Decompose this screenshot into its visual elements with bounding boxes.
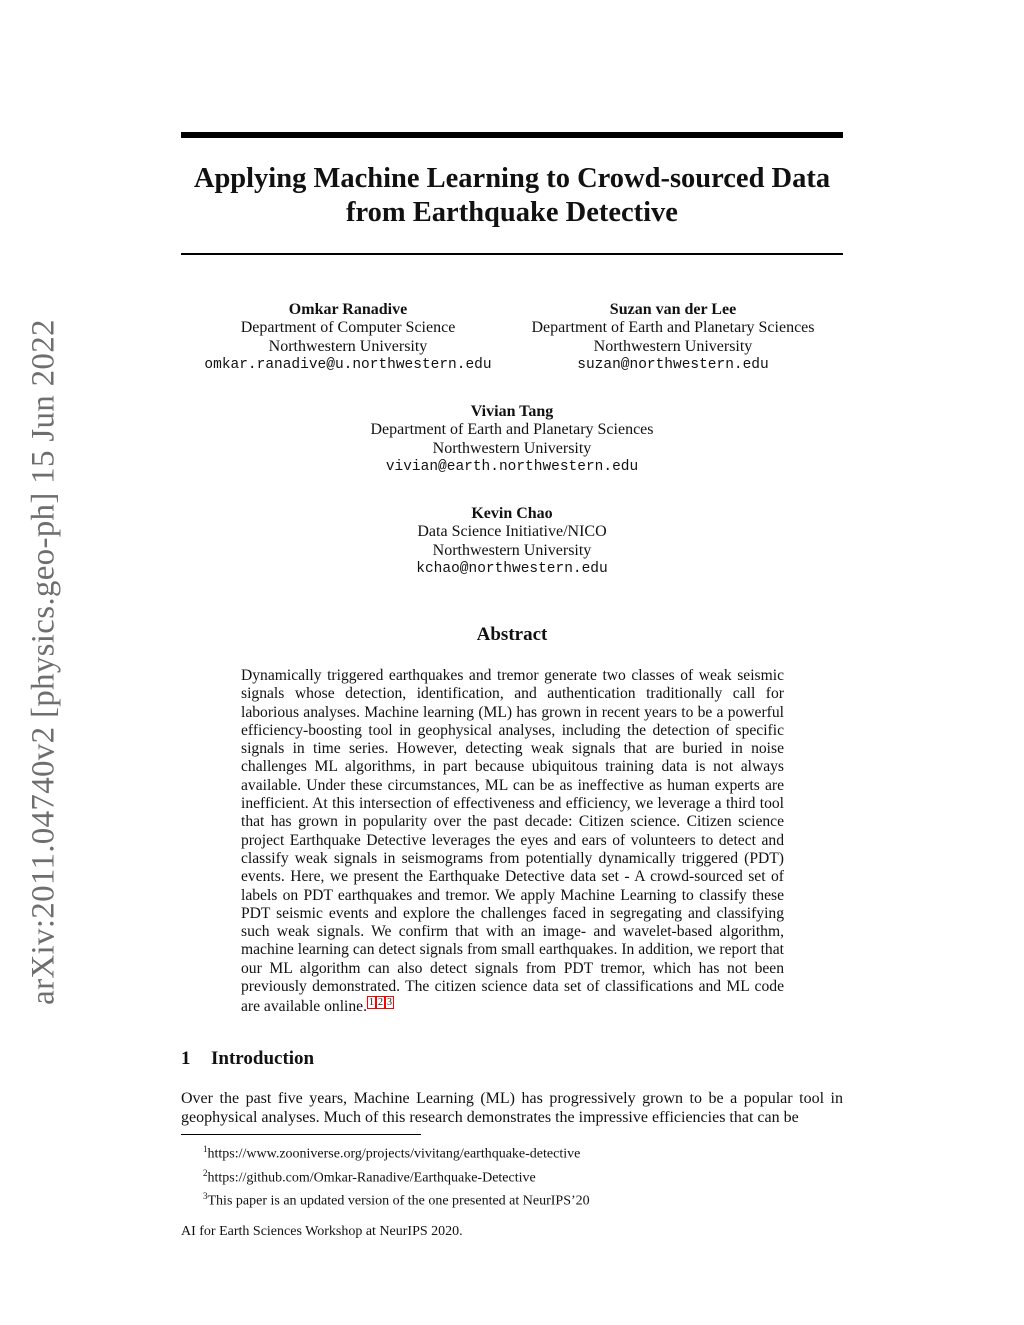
footnote-number: 2 <box>203 1167 208 1178</box>
footnote-item <box>203 1187 590 1211</box>
author-name: Omkar Ranadive <box>288 301 408 318</box>
introduction-paragraph: Over the past five years, Machine Learning (ML) has progressively grown to be a popular tool in geophysical analyses. Much of this research demonstrates the impressive efficiencies that can be <box>181 1090 843 1126</box>
author-block <box>514 301 832 374</box>
footnote-item <box>203 1164 590 1188</box>
author-name: Vivian Tang <box>470 403 554 420</box>
author-name: Kevin Chao <box>471 505 553 522</box>
section-heading <box>181 1048 314 1070</box>
author-name: Suzan van der Lee <box>609 301 737 318</box>
footnote-ref-link[interactable]: 3 <box>386 997 392 1009</box>
author-block <box>312 403 712 476</box>
footnote-item <box>203 1140 590 1164</box>
author-department: Data Science Initiative/NICO <box>417 523 607 541</box>
venue-note: AI for Earth Sciences Workshop at NeurIPS 2020. <box>181 1224 463 1239</box>
author-university: Northwestern University <box>432 439 592 457</box>
author-email[interactable]: vivian@earth.northwestern.edu <box>385 458 639 475</box>
title-line-1: Applying Machine Learning to Crowd-sourced Data <box>193 163 831 194</box>
title-line-2: from Earthquake Detective <box>346 197 678 228</box>
abstract-heading: Abstract <box>476 624 548 645</box>
author-block <box>200 301 496 374</box>
footnote-text: This paper is an updated version of the one presented at NeurIPS’20 <box>207 1193 590 1209</box>
author-department: Department of Earth and Planetary Sciences <box>370 421 654 439</box>
footnote-ref-link[interactable]: 2 <box>377 997 383 1009</box>
footnote-number: 3 <box>203 1191 208 1202</box>
footnote-link[interactable]: https://www.zooniverse.org/projects/vivitang/earthquake-detective <box>207 1146 581 1162</box>
author-university: Northwestern University <box>268 337 428 355</box>
section-number: 1 <box>181 1048 191 1069</box>
abstract-text: Dynamically triggered earthquakes and tremor generate two classes of weak seismic signals whose detection, identification, and authentication traditionally call for laborious analyses. Machine learning (ML) has grown in recent years to be a powerful efficiency-boosting tool in geophysical analyses, including the detection of specific signals in time series. However, detecting weak signals that are buried in noise challenges ML algorithms, in part because ubiquitous training data is not always available. Under these circumstances, ML can be as ineffective as human experts are inefficient. At this intersection of effectiveness and efficiency, we leverage a third tool that has grown in popularity over the past decade: Citizen science. Citizen science project Earthquake Detective leverages the eyes and ears of volunteers to detect and classify weak signals in seismograms from potentially dynamically triggered (PDT) events. Here, we present the Earthquake Detective data set - A crowd-sourced set of labels on PDT earthquakes and tremor. We apply Machine Learning to classify these PDT seismic events and explore the challenges faced in segregating and classifying such weak signals. We confirm that with an image- and wavelet-based algorithm, machine learning can detect signals from small earthquakes. In addition, we report that our ML algorithm can also detect signals from PDT tremor, which has not been previously demonstrated. The citizen science data set of classifications and ML code are available online. <box>241 667 784 1016</box>
footnotes <box>203 1140 590 1211</box>
author-email[interactable]: kchao@northwestern.edu <box>416 560 608 577</box>
author-email[interactable]: omkar.ranadive@u.northwestern.edu <box>204 356 492 373</box>
author-university: Northwestern University <box>593 337 753 355</box>
footnote-number: 1 <box>203 1144 208 1154</box>
footnote-link[interactable]: https://github.com/Omkar-Ranadive/Earthquake-Detective <box>207 1170 536 1186</box>
paper-title <box>181 162 843 230</box>
author-block <box>312 505 712 578</box>
section-title: Introduction <box>211 1048 315 1069</box>
author-university: Northwestern University <box>432 541 592 559</box>
title-top-rule <box>181 132 843 138</box>
footnote-ref-link[interactable]: 1 <box>368 997 374 1009</box>
arxiv-identifier: arXiv:2011.04740v2 [physics.geo-ph] 15 Jun 2022 <box>25 319 62 1005</box>
author-email[interactable]: suzan@northwestern.edu <box>577 356 769 373</box>
abstract-body <box>241 667 784 1017</box>
author-department: Department of Earth and Planetary Sciences <box>531 319 815 337</box>
title-bottom-rule <box>181 253 843 255</box>
author-department: Department of Computer Science <box>240 319 456 337</box>
footnote-divider <box>181 1134 421 1135</box>
